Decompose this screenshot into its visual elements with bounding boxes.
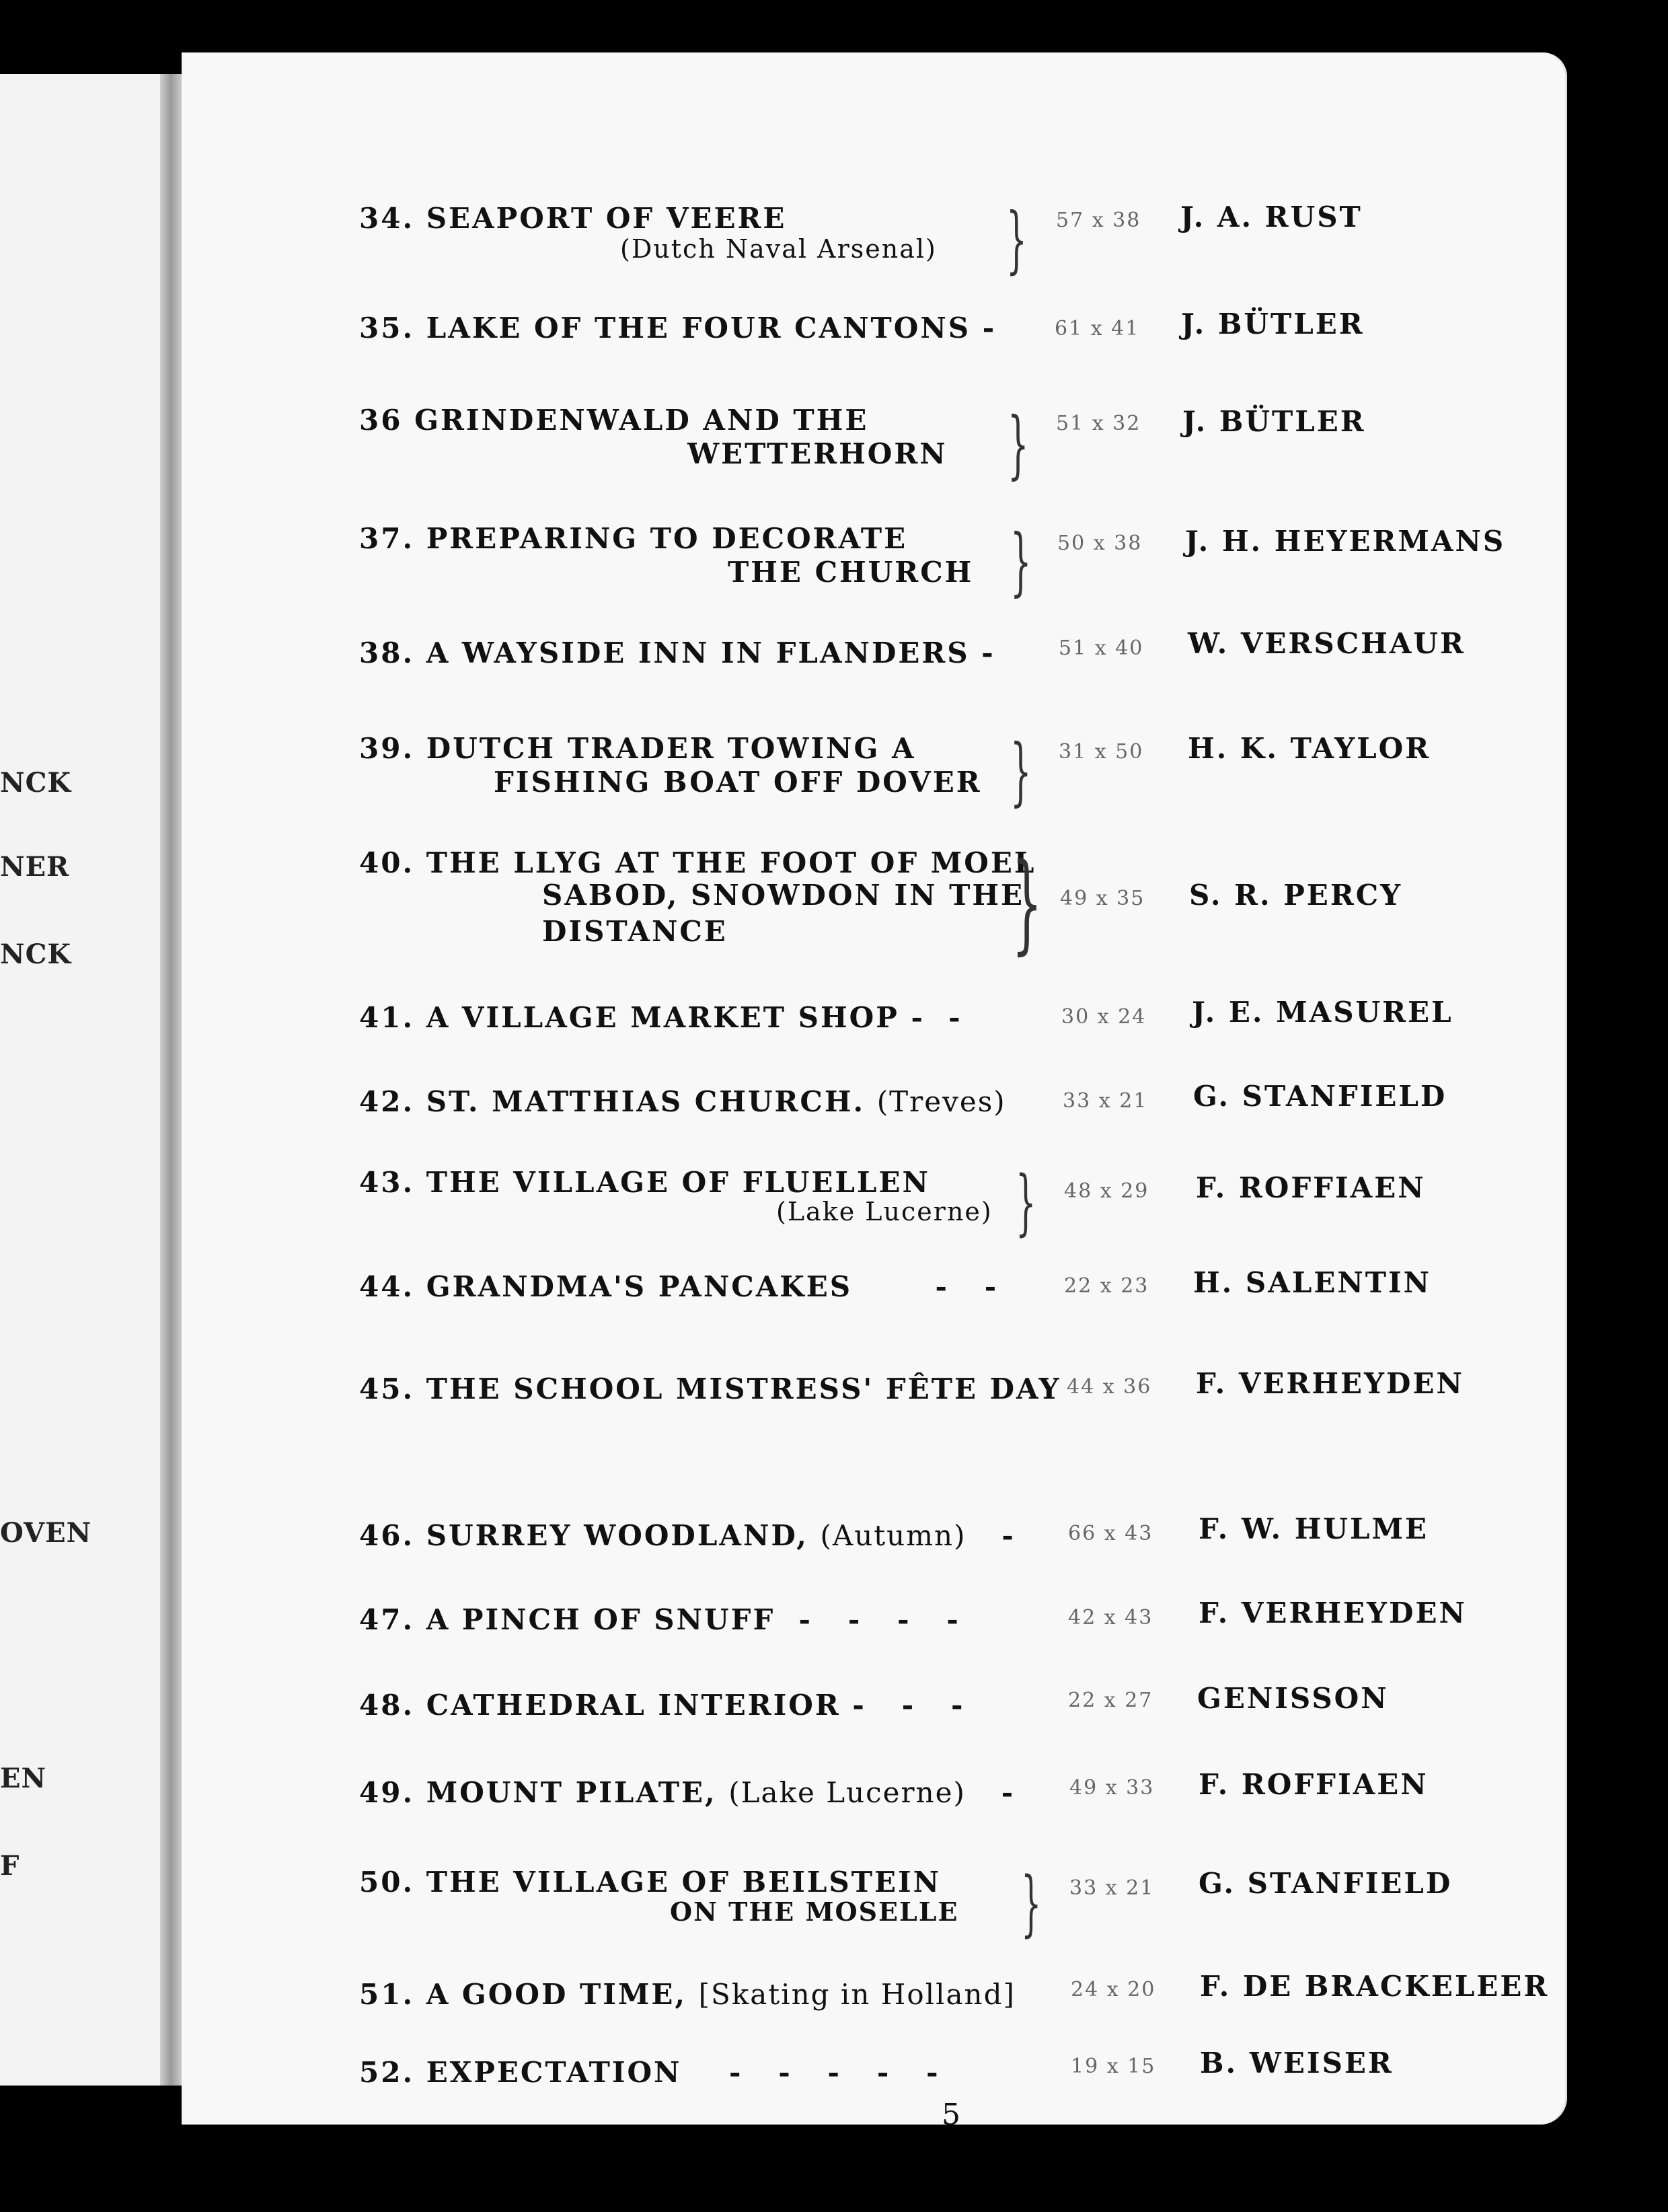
entry-size: 48 x 29 [1064, 1179, 1149, 1203]
brace: } [1010, 728, 1032, 814]
entry-artist: F. DE BRACKELEER [1200, 1970, 1550, 2003]
entry-size: 22 x 27 [1068, 1689, 1153, 1712]
entry-size: 31 x 50 [1059, 740, 1144, 764]
brace: } [1008, 401, 1029, 487]
entry-artist: J. BÜTLER [1181, 307, 1365, 340]
entry-artist: F. ROFFIAEN [1199, 1768, 1429, 1801]
entry-title-continuation: SABOD, SNOWDON IN THE [542, 879, 1025, 912]
left-page-fragment: NER [0, 851, 70, 883]
entry-title: 51. A GOOD TIME, [Skating in Holland] [359, 1978, 1016, 2011]
entry-size: 44 x 36 [1067, 1375, 1152, 1399]
entry-artist: G. STANFIELD [1199, 1867, 1453, 1900]
entry-artist: F. VERHEYDEN [1196, 1367, 1464, 1400]
entry-title: 34. SEAPORT OF VEERE [359, 202, 787, 235]
entry-title: 40. THE LLYG AT THE FOOT OF MOEL [359, 846, 1036, 879]
brace: } [1006, 198, 1027, 282]
entry-size: 42 x 43 [1068, 1606, 1153, 1629]
entry-size: 51 x 32 [1056, 412, 1141, 435]
entry-title: 36 GRINDENWALD AND THE [359, 404, 869, 437]
entry-subtitle: (Dutch Naval Arsenal) [620, 234, 937, 264]
entry-artist: W. VERSCHAUR [1188, 627, 1466, 660]
entry-title-continuation: WETTERHORN [687, 437, 948, 470]
entry-size: 66 x 43 [1068, 1522, 1153, 1545]
entry-title: 41. A VILLAGE MARKET SHOP - - [359, 1001, 962, 1034]
brace: } [1012, 840, 1042, 965]
entry-size: 49 x 33 [1069, 1776, 1155, 1800]
entry-title: 35. LAKE OF THE FOUR CANTONS - [359, 311, 997, 344]
entry-size: 22 x 23 [1064, 1274, 1149, 1298]
entry-size: 33 x 21 [1069, 1876, 1155, 1900]
entry-artist: H. K. TAYLOR [1188, 732, 1431, 765]
catalogue-page [182, 52, 1567, 2132]
entry-artist: B. WEISER [1200, 2047, 1394, 2079]
entry-title: 42. ST. MATTHIAS CHURCH. (Treves) [359, 1085, 1006, 1118]
entry-title: 37. PREPARING TO DECORATE [359, 522, 908, 555]
entry-size: 49 x 35 [1060, 887, 1145, 910]
entry-title-continuation: DISTANCE [542, 915, 728, 948]
entry-size: 51 x 40 [1059, 636, 1144, 660]
entry-size: 50 x 38 [1057, 531, 1143, 555]
entry-size: 19 x 15 [1071, 2055, 1156, 2078]
entry-title: 46. SURREY WOODLAND, (Autumn) - [359, 1519, 1016, 1552]
entry-artist: F. VERHEYDEN [1199, 1596, 1467, 1629]
entry-artist: J. A. RUST [1180, 200, 1363, 233]
brace: } [1016, 1160, 1036, 1243]
entry-title: 45. THE SCHOOL MISTRESS' FÊTE DAY [359, 1372, 1061, 1405]
entry-title: 44. GRANDMA'S PANCAKES - - [359, 1270, 999, 1303]
left-page-fragment: NCK [0, 938, 72, 970]
entry-artist: F. W. HULME [1199, 1512, 1429, 1545]
entry-artist: GENISSON [1197, 1682, 1389, 1715]
entry-artist: S. R. PERCY [1189, 879, 1403, 912]
entry-size: 61 x 41 [1055, 317, 1140, 340]
entry-artist: G. STANFIELD [1193, 1080, 1447, 1113]
entry-title: 39. DUTCH TRADER TOWING A [359, 732, 916, 765]
entry-title-continuation: ON THE MOSELLE [670, 1896, 959, 1927]
entry-size: 57 x 38 [1056, 209, 1141, 232]
entry-artist: H. SALENTIN [1193, 1266, 1432, 1299]
entry-title: 49. MOUNT PILATE, (Lake Lucerne) - [359, 1776, 1016, 1809]
entry-title: 52. EXPECTATION - - - - - [359, 2056, 940, 2089]
entry-size: 24 x 20 [1071, 1978, 1156, 2001]
entry-size: 33 x 21 [1063, 1089, 1148, 1113]
entry-artist: J. BÜTLER [1182, 405, 1366, 438]
entry-title-continuation: THE CHURCH [728, 556, 974, 589]
entry-title: 38. A WAYSIDE INN IN FLANDERS - [359, 636, 995, 669]
left-facing-page [0, 74, 175, 2086]
page-number: 5 [942, 2098, 960, 2132]
brace: } [1010, 518, 1032, 604]
entry-title: 47. A PINCH OF SNUFF - - - - [359, 1603, 960, 1636]
entry-artist: F. ROFFIAEN [1196, 1171, 1426, 1204]
left-page-fragment: F [0, 1850, 20, 1882]
entry-title-continuation: FISHING BOAT OFF DOVER [494, 766, 982, 799]
entry-title: 48. CATHEDRAL INTERIOR - - - [359, 1689, 965, 1722]
entry-title: 43. THE VILLAGE OF FLUELLEN [359, 1166, 930, 1199]
left-page-fragment: OVEN [0, 1517, 92, 1549]
left-page-fragment: NCK [0, 767, 72, 799]
entry-title: 50. THE VILLAGE OF BEILSTEIN [359, 1866, 942, 1898]
brace: } [1021, 1861, 1042, 1944]
entry-artist: J. H. HEYERMANS [1185, 525, 1506, 558]
entry-size: 30 x 24 [1061, 1005, 1147, 1029]
entry-subtitle: (Lake Lucerne) [776, 1197, 993, 1226]
entry-artist: J. E. MASUREL [1192, 996, 1453, 1029]
left-page-fragment: EN [0, 1763, 47, 1794]
